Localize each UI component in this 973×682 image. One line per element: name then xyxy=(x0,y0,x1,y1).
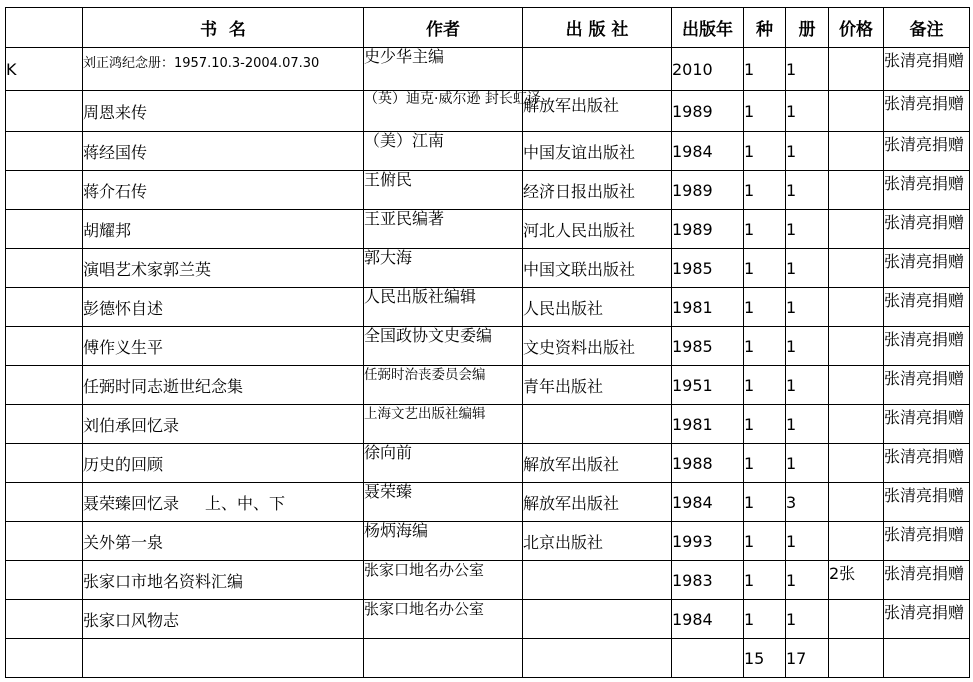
cell-title: 张家口风物志 xyxy=(83,600,364,639)
cell-volumes: 1 xyxy=(786,132,829,171)
table-row xyxy=(6,405,970,444)
cell-note: 张清亮捐赠 xyxy=(884,522,970,561)
totals-empty-cell xyxy=(364,639,523,678)
cell-note: 张清亮捐赠 xyxy=(884,405,970,444)
cell-publisher: 解放军出版社 xyxy=(523,444,672,483)
cell-kinds: 1 xyxy=(744,288,786,327)
cell-year: 1981 xyxy=(672,405,744,444)
cell-author: （英）迪克·威尔逊 封长虹译 xyxy=(364,91,523,132)
cell-publisher: 河北人民出版社 xyxy=(523,210,672,249)
cell-author: 全国政协文史委编 xyxy=(364,327,523,366)
cell-title: 刘正鸿纪念册：1957.10.3-2004.07.30 xyxy=(83,48,364,91)
table-row xyxy=(6,132,970,171)
cell-note: 张清亮捐赠 xyxy=(884,561,970,600)
cell-class xyxy=(6,522,83,561)
totals-empty-cell xyxy=(523,639,672,678)
header-class xyxy=(6,8,83,48)
cell-class xyxy=(6,210,83,249)
table-row xyxy=(6,600,970,639)
header-volumes: 册 xyxy=(786,8,829,48)
cell-author: 郭大海 xyxy=(364,249,523,288)
totals-empty-cell xyxy=(672,639,744,678)
cell-kinds: 1 xyxy=(744,444,786,483)
table-row xyxy=(6,522,970,561)
table-row xyxy=(6,48,970,91)
cell-publisher: 中国友谊出版社 xyxy=(523,132,672,171)
table-row xyxy=(6,249,970,288)
cell-author: 上海文艺出版社编辑 xyxy=(364,405,523,444)
cell-volumes: 1 xyxy=(786,48,829,91)
table-row xyxy=(6,483,970,522)
cell-price xyxy=(829,288,884,327)
table-row xyxy=(6,171,970,210)
cell-price xyxy=(829,405,884,444)
cell-year: 1993 xyxy=(672,522,744,561)
cell-kinds: 1 xyxy=(744,483,786,522)
cell-title-main: 聂荣臻回忆录 xyxy=(83,493,180,513)
cell-note: 张清亮捐赠 xyxy=(884,327,970,366)
cell-author: （美）江南 xyxy=(364,132,523,171)
cell-note: 张清亮捐赠 xyxy=(884,48,970,91)
table-row xyxy=(6,366,970,405)
header-note: 备注 xyxy=(884,8,970,48)
cell-author: 王俯民 xyxy=(364,171,523,210)
cell-publisher: 解放军出版社 xyxy=(523,91,672,132)
cell-publisher xyxy=(523,600,672,639)
cell-price xyxy=(829,444,884,483)
cell-volumes: 1 xyxy=(786,91,829,132)
cell-year: 2010 xyxy=(672,48,744,91)
cell-price xyxy=(829,483,884,522)
cell-class xyxy=(6,249,83,288)
cell-year: 1984 xyxy=(672,600,744,639)
cell-class xyxy=(6,132,83,171)
cell-class xyxy=(6,405,83,444)
cell-class xyxy=(6,327,83,366)
cell-kinds: 1 xyxy=(744,522,786,561)
cell-publisher xyxy=(523,48,672,91)
cell-volumes: 1 xyxy=(786,405,829,444)
table-row xyxy=(6,288,970,327)
cell-author: 张家口地名办公室 xyxy=(364,600,523,639)
header-price: 价格 xyxy=(829,8,884,48)
cell-kinds: 1 xyxy=(744,327,786,366)
cell-publisher: 人民出版社 xyxy=(523,288,672,327)
cell-volumes: 3 xyxy=(786,483,829,522)
total-volumes: 17 xyxy=(786,639,829,678)
cell-class: K xyxy=(6,48,83,91)
cell-note: 张清亮捐赠 xyxy=(884,366,970,405)
cell-class xyxy=(6,171,83,210)
cell-volumes: 1 xyxy=(786,600,829,639)
cell-price xyxy=(829,48,884,91)
cell-note: 张清亮捐赠 xyxy=(884,132,970,171)
cell-note: 张清亮捐赠 xyxy=(884,444,970,483)
cell-author: 徐向前 xyxy=(364,444,523,483)
cell-volumes: 1 xyxy=(786,171,829,210)
cell-price: 2张 xyxy=(829,561,884,600)
cell-price xyxy=(829,600,884,639)
cell-price xyxy=(829,366,884,405)
cell-title: 历史的回顾 xyxy=(83,444,364,483)
cell-title: 张家口市地名资料汇编 xyxy=(83,561,364,600)
totals-row xyxy=(6,639,970,678)
cell-title: 周恩来传 xyxy=(83,91,364,132)
cell-class xyxy=(6,366,83,405)
cell-title: 傅作义生平 xyxy=(83,327,364,366)
cell-title-suffix: 上、中、下 xyxy=(205,493,286,513)
cell-title: 蒋介石传 xyxy=(83,171,364,210)
cell-class xyxy=(6,561,83,600)
cell-note: 张清亮捐赠 xyxy=(884,600,970,639)
cell-author: 张家口地名办公室 xyxy=(364,561,523,600)
table-header-row xyxy=(6,8,970,48)
cell-author: 人民出版社编辑 xyxy=(364,288,523,327)
cell-volumes: 1 xyxy=(786,561,829,600)
cell-author: 聂荣臻 xyxy=(364,483,523,522)
totals-empty-cell xyxy=(829,639,884,678)
cell-year: 1989 xyxy=(672,91,744,132)
cell-price xyxy=(829,210,884,249)
cell-title: 演唱艺术家郭兰英 xyxy=(83,249,364,288)
cell-kinds: 1 xyxy=(744,171,786,210)
cell-class xyxy=(6,600,83,639)
cell-title: 任弼时同志逝世纪念集 xyxy=(83,366,364,405)
cell-price xyxy=(829,171,884,210)
header-year: 出版年 xyxy=(672,8,744,48)
cell-kinds: 1 xyxy=(744,48,786,91)
cell-year: 1985 xyxy=(672,249,744,288)
cell-year: 1989 xyxy=(672,171,744,210)
cell-year: 1984 xyxy=(672,132,744,171)
cell-note: 张清亮捐赠 xyxy=(884,171,970,210)
cell-title xyxy=(83,483,364,522)
table-row xyxy=(6,210,970,249)
cell-year: 1984 xyxy=(672,483,744,522)
cell-note: 张清亮捐赠 xyxy=(884,210,970,249)
cell-publisher xyxy=(523,561,672,600)
cell-volumes: 1 xyxy=(786,444,829,483)
cell-note: 张清亮捐赠 xyxy=(884,288,970,327)
cell-year: 1981 xyxy=(672,288,744,327)
table-row xyxy=(6,444,970,483)
cell-author: 杨炳海编 xyxy=(364,522,523,561)
cell-kinds: 1 xyxy=(744,366,786,405)
cell-volumes: 1 xyxy=(786,288,829,327)
cell-note: 张清亮捐赠 xyxy=(884,249,970,288)
cell-volumes: 1 xyxy=(786,327,829,366)
cell-kinds: 1 xyxy=(744,405,786,444)
cell-price xyxy=(829,522,884,561)
table-row xyxy=(6,91,970,132)
cell-author: 任弼时治丧委员会编 xyxy=(364,366,523,405)
header-kinds: 种 xyxy=(744,8,786,48)
cell-publisher: 经济日报出版社 xyxy=(523,171,672,210)
cell-title: 胡耀邦 xyxy=(83,210,364,249)
cell-publisher: 解放军出版社 xyxy=(523,483,672,522)
cell-note: 张清亮捐赠 xyxy=(884,483,970,522)
cell-publisher: 文史资料出版社 xyxy=(523,327,672,366)
totals-empty-cell xyxy=(83,639,364,678)
cell-kinds: 1 xyxy=(744,132,786,171)
cell-kinds: 1 xyxy=(744,561,786,600)
cell-volumes: 1 xyxy=(786,249,829,288)
cell-kinds: 1 xyxy=(744,210,786,249)
cell-year: 1951 xyxy=(672,366,744,405)
cell-price xyxy=(829,327,884,366)
total-kinds: 15 xyxy=(744,639,786,678)
cell-note: 张清亮捐赠 xyxy=(884,91,970,132)
cell-class xyxy=(6,483,83,522)
cell-price xyxy=(829,249,884,288)
cell-title: 刘伯承回忆录 xyxy=(83,405,364,444)
cell-kinds: 1 xyxy=(744,600,786,639)
cell-publisher: 青年出版社 xyxy=(523,366,672,405)
totals-empty-cell xyxy=(6,639,83,678)
cell-year: 1985 xyxy=(672,327,744,366)
cell-kinds: 1 xyxy=(744,91,786,132)
table-row xyxy=(6,327,970,366)
cell-author: 王亚民编著 xyxy=(364,210,523,249)
cell-year: 1983 xyxy=(672,561,744,600)
cell-price xyxy=(829,132,884,171)
cell-class xyxy=(6,288,83,327)
cell-publisher: 北京出版社 xyxy=(523,522,672,561)
cell-publisher: 中国文联出版社 xyxy=(523,249,672,288)
cell-class xyxy=(6,91,83,132)
header-title: 书 名 xyxy=(83,8,364,48)
cell-year: 1988 xyxy=(672,444,744,483)
cell-volumes: 1 xyxy=(786,366,829,405)
cell-publisher xyxy=(523,405,672,444)
totals-empty-cell xyxy=(884,639,970,678)
cell-title: 关外第一泉 xyxy=(83,522,364,561)
header-author: 作者 xyxy=(364,8,523,48)
cell-title: 蒋经国传 xyxy=(83,132,364,171)
cell-volumes: 1 xyxy=(786,210,829,249)
cell-class xyxy=(6,444,83,483)
book-catalog-table xyxy=(5,7,970,678)
cell-price xyxy=(829,91,884,132)
header-publisher: 出 版 社 xyxy=(523,8,672,48)
cell-author: 史少华主编 xyxy=(364,48,523,91)
cell-volumes: 1 xyxy=(786,522,829,561)
cell-year: 1989 xyxy=(672,210,744,249)
cell-title: 彭德怀自述 xyxy=(83,288,364,327)
table-row xyxy=(6,561,970,600)
cell-kinds: 1 xyxy=(744,249,786,288)
